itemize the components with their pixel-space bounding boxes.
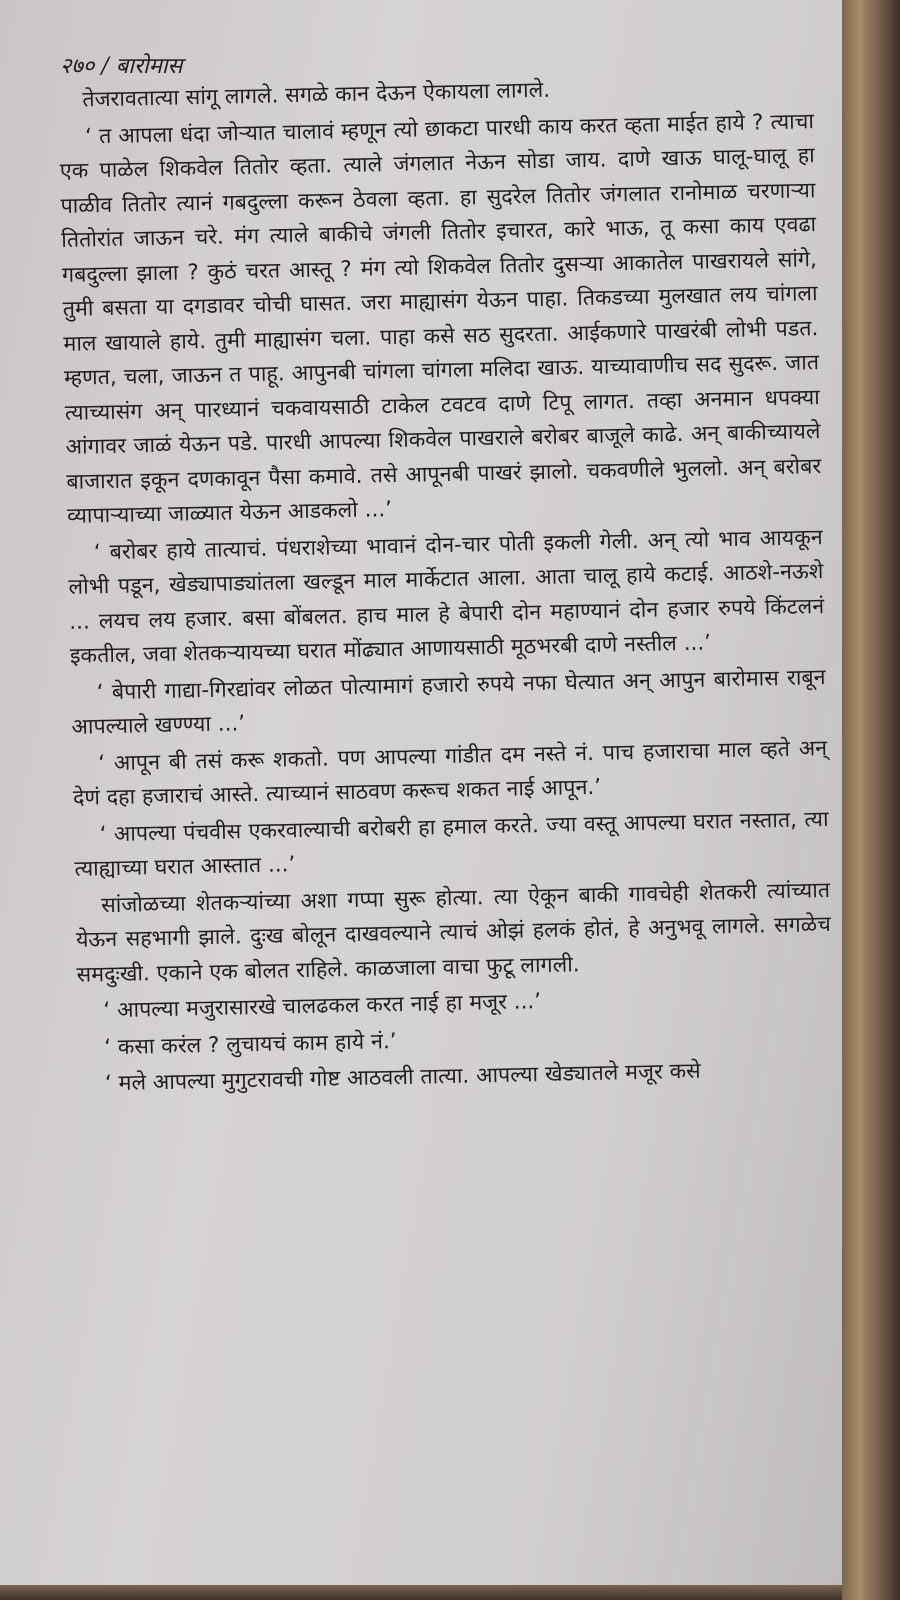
paragraph-10: ‘ मले आपल्या मुगुटरावची गोष्ट आठवली तात्या. आपल्या खेड्यातले मजूर कसे — [104, 1058, 701, 1097]
paragraph-5: ‘ आपून बी तसं करू शकतो. पण आपल्या गांडीत दम नस्ते नं. पाच हजाराचा माल व्हते अन् देणं दहा हजाराचं आस्ते. त्याच्यानं साठवण करूच शकत नाई आपून.’ — [72, 735, 828, 811]
paragraph-3: ‘ बरोबर हाये तात्याचं. पंधराशेच्या भावानं दोन-चार पोती इकली गेली. अन् त्यो भाव आयकून लोभी पडून, खेड्यापाड्यांतला खल्डून माल मार्केटात आला. आता चालू हाये कटाई. आठशे-नऊशे ... लयच लय हजार. बसा बोंबलत. हाच माल हे बेपारी दोन महाण्यानं दोन हजार रुपये किंटलनं इकतील, जवा शेतकऱ्यायच्या घरात मोंढ्यात आणायसाठी मूठभरबी दाणे नस्तील ...’ — [68, 524, 825, 669]
paragraph-2: ‘ त आपला धंदा जोऱ्यात चालावं म्हणून त्यो छाकटा पारधी काय करत व्हता माईत हाये ? त्याचा एक पाळेल शिकवेल तितोर व्हता. त्याले जंगलात नेऊन सोडा जाय. दाणे खाऊ घालू-घालू हा पाळीव तितोर त्यानं गबदुल्ला करून ठेवला व्हता. हा सुदरेल तितोर जंगलात रानोमाळ चरणाऱ्या तितोरांत जाऊन चरे. मंग त्याले बाकीचे जंगली तितोर इचारत, कारे भाऊ, तू कसा काय एवढा गबदुल्ला झाला ? कुठं चरत आस्तू ? मंग त्यो शिकवेल तितोर दुसऱ्या आकातेल पाखरायले सांगे, तुमी बसता या दगडावर चोची घासत. जरा माह्यासंग येऊन पाहा. तिकडच्या मुलखात लय चांगला माल खायाले हाये. तुमी माह्यासंग चला. पाहा कसे सठ सुदरता. आईकणारे पाखरंबी लोभी पडत. म्हणत, चला, जाऊन त पाहू. आपुनबी चांगला चांगला मलिदा खाऊ. याच्यावाणीच सद सुदरू. जात त्याच्यासंग अन् पारध्यानं चकवायसाठी टाकेल टवटव दाणे टिपू लागत. तव्हा अनमान धपक्या आंगावर जाळं येऊन पडे. पारधी आपल्या शिकवेल पाखराले बरोबर बाजूले काढे. अन् बाकीच्यायले बाजारात इकून दणकावून पैसा कमावे. तसे आपूनबी पाखरं झालो. चकवणीले भुललो. अन् बरोबर व्यापाऱ्याच्या जाळ्यात येऊन आडकलो ...’ — [59, 108, 822, 529]
book-page-edge — [842, 0, 900, 1600]
page-body — [58, 68, 834, 1104]
paragraph-7: सांजोळच्या शेतकऱ्यांच्या अशा गप्पा सुरू होत्या. त्या ऐकून बाकी गावचेही शेतकरी त्यांच्यात येऊन सहभागी झाले. दुःख बोलून दाखवल्याने त्याचं ओझं हलकं होतं, हे अनुभवू लागले. सगळेच समदुःखी. एकाने एक बोलत राहिले. काळजाला वाचा फुटू लागली. — [75, 877, 832, 988]
book-title: बारोमास — [115, 54, 183, 79]
header-separator: / — [101, 54, 109, 79]
page-header — [60, 50, 182, 80]
paragraph-6: ‘ आपल्या पंचवीस एकरवाल्याची बरोबरी हा हमाल करते. ज्या वस्तू आपल्या घरात नस्तात, त्या त्याह्याच्या घरात आस्तात ...’ — [74, 806, 829, 882]
page-number: २७० — [60, 54, 95, 79]
book-bottom-edge — [0, 1585, 842, 1600]
paragraph-9: ‘ कसा करंल ? लुचायचं काम हाये नं.’ — [103, 1028, 397, 1060]
paragraph-1: तेजरावतात्या सांगू लागले. सगळे कान देऊन ऐकायला लागले. — [82, 77, 551, 113]
paragraph-8: ‘ आपल्या मजुरासारखे चालढकल करत नाई हा मजूर ...’ — [103, 989, 542, 1024]
paragraph-4: ‘ बेपारी गाद्या-गिरद्यांवर लोळत पोत्यामागं हजारो रुपये नफा घेत्यात अन् आपुन बारोमास राबून आपल्याले खण्ण्या ...’ — [71, 664, 826, 740]
